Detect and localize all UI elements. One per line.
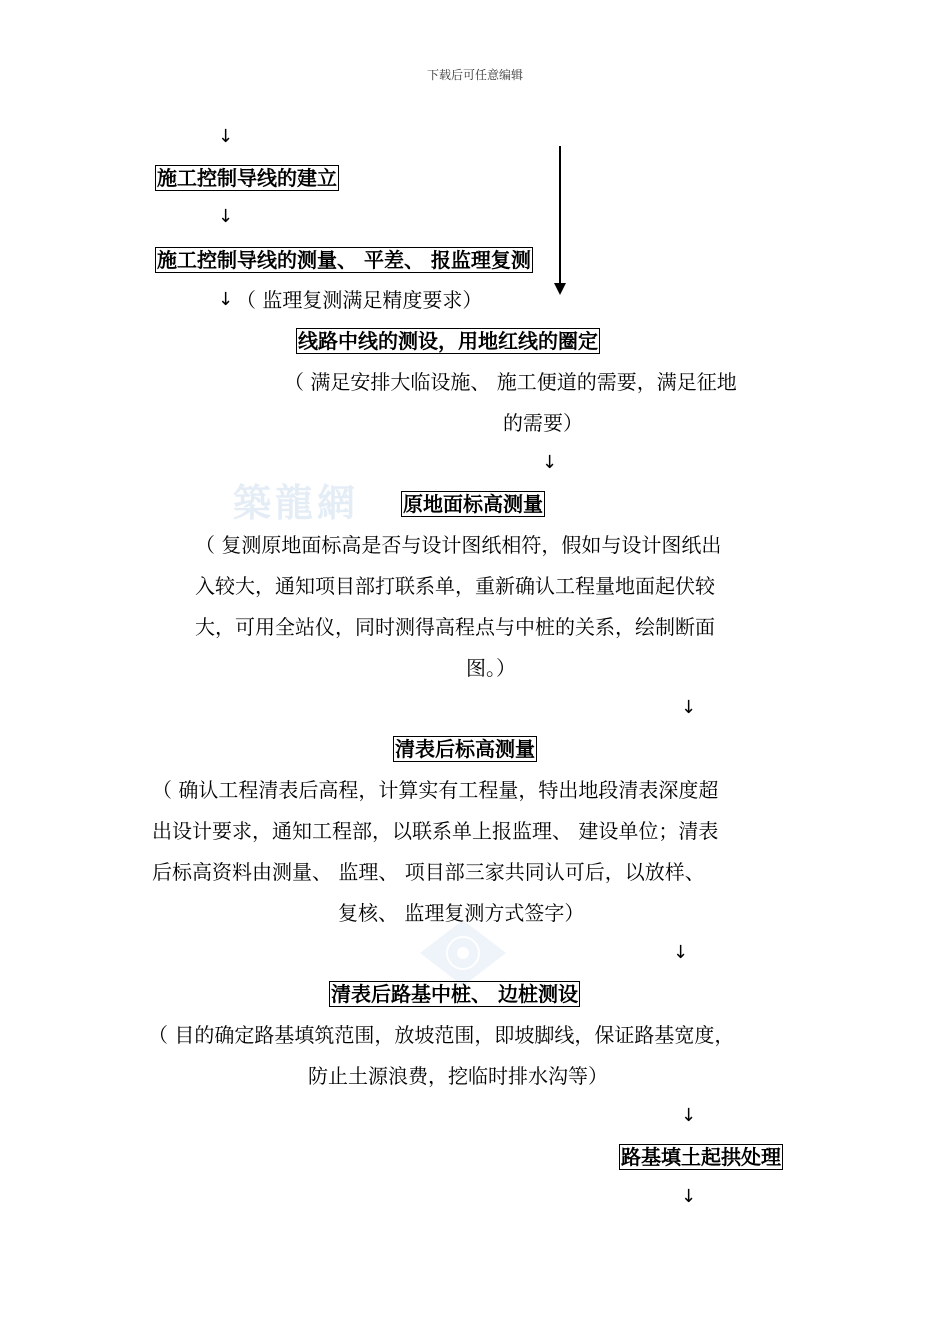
note-temporary-facilities-line2: 的需要） bbox=[503, 411, 583, 435]
note-post-clearing-line2: 出设计要求，通知工程部，以联系单上报监理、 建设单位；清表 bbox=[152, 819, 719, 843]
note-post-clearing-line3: 后标高资料由测量、 监理、 项目部三家共同认可后，以放样、 bbox=[152, 860, 705, 884]
step-control-traverse-setup: 施工控制导线的建立 bbox=[157, 166, 337, 190]
step-centerline-layout: 线路中线的测设，用地红线的圈定 bbox=[298, 329, 598, 353]
note-accuracy-requirement: （ 监理复测满足精度要求） bbox=[236, 288, 483, 312]
flow-arrow-1: ↓ bbox=[218, 126, 234, 147]
step-subgrade-fill-camber: 路基填土起拱处理 bbox=[621, 1145, 781, 1169]
step-subgrade-stake-layout: 清表后路基中桩、 边桩测设 bbox=[331, 982, 578, 1006]
flow-arrow-2: ↓ bbox=[218, 206, 234, 227]
note-subgrade-stake-line1: （ 目的确定路基填筑范围，放坡范围，即坡脚线，保证路基宽度， bbox=[148, 1023, 735, 1047]
flow-arrow-5: ↓ bbox=[681, 697, 697, 718]
bypass-arrow-head-icon bbox=[554, 283, 566, 295]
flow-arrow-6: ↓ bbox=[673, 942, 689, 963]
step-control-traverse-survey: 施工控制导线的测量、 平差、 报监理复测 bbox=[157, 248, 531, 272]
note-post-clearing-line1: （ 确认工程清表后高程，计算实有工程量，特出地段清表深度超 bbox=[152, 778, 719, 802]
bypass-connector-line bbox=[559, 146, 561, 284]
watermark-logo-icon bbox=[418, 918, 508, 988]
flow-arrow-7: ↓ bbox=[681, 1105, 697, 1126]
flow-arrow-8: ↓ bbox=[681, 1186, 697, 1207]
note-temporary-facilities-line1: （ 满足安排大临设施、 施工便道的需要，满足征地 bbox=[284, 370, 737, 394]
step-original-ground-elevation: 原地面标高测量 bbox=[403, 492, 543, 516]
page-header: 下载后可任意编辑 bbox=[426, 68, 523, 82]
watermark-text: 築龍網 bbox=[233, 480, 360, 525]
note-subgrade-stake-line2: 防止土源浪费，挖临时排水沟等） bbox=[308, 1064, 608, 1088]
note-ground-elevation-line4: 图。） bbox=[466, 656, 516, 680]
note-post-clearing-line4: 复核、 监理复测方式签字） bbox=[338, 901, 585, 925]
flow-arrow-3: ↓ bbox=[218, 289, 234, 310]
note-ground-elevation-line2: 入较大，通知项目部打联系单，重新确认工程量地面起伏较 bbox=[195, 574, 715, 598]
step-post-clearing-elevation: 清表后标高测量 bbox=[395, 737, 535, 761]
note-ground-elevation-line3: 大，可用全站仪，同时测得高程点与中桩的关系，绘制断面 bbox=[195, 615, 715, 639]
flow-arrow-4: ↓ bbox=[542, 452, 558, 473]
note-ground-elevation-line1: （ 复测原地面标高是否与设计图纸相符，假如与设计图纸出 bbox=[195, 533, 722, 557]
